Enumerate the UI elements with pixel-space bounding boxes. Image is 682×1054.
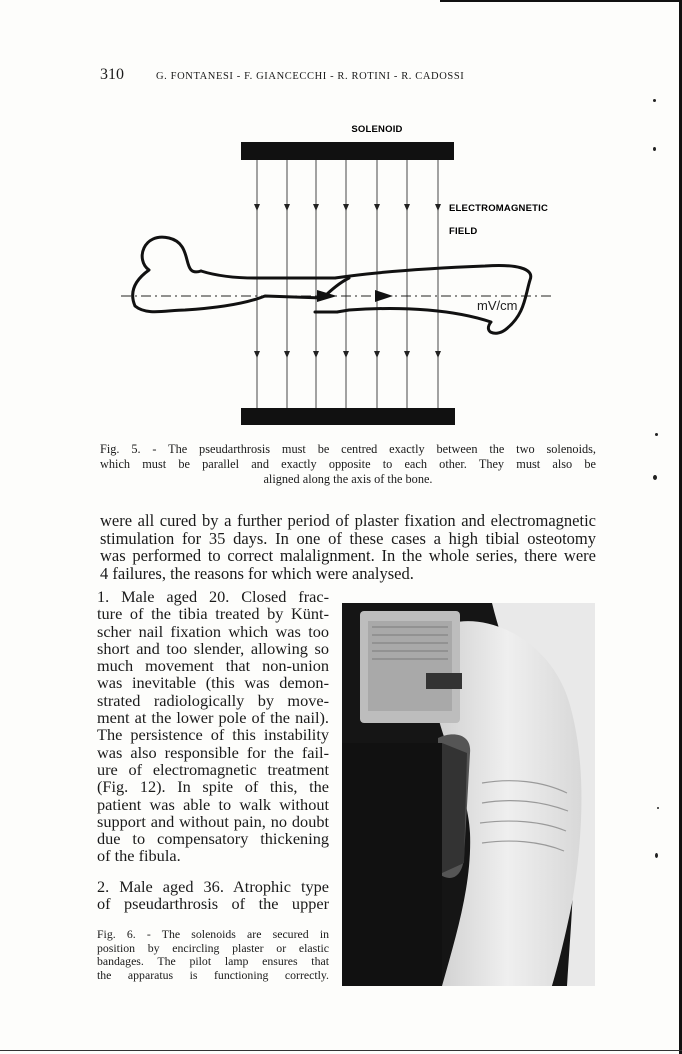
body-paragraph bbox=[100, 512, 596, 582]
scan-speck bbox=[653, 99, 656, 102]
running-head: G. FONTANESI - F. GIANCECCHI - R. ROTINI - R. CADOSSI bbox=[156, 71, 465, 82]
label-field: FIELD bbox=[449, 226, 478, 237]
body-line: was performed to correct malalignment. In the whole series, there were bbox=[100, 546, 596, 565]
body-line: stimulation for 35 days. In one of these cases a high tibial osteotomy bbox=[100, 528, 596, 548]
bottom-solenoid bbox=[241, 408, 455, 425]
scan-edge-top bbox=[440, 0, 682, 2]
body-line: 4 failures, the reasons for which were analysed. bbox=[100, 563, 414, 583]
case-column bbox=[97, 588, 329, 912]
case1-line: strated radiologically by move- bbox=[97, 690, 329, 710]
case2-line: 2. Male aged 36. Atrophic type bbox=[97, 876, 329, 896]
caption-line: bandages. The pilot lamp ensures that bbox=[97, 954, 329, 968]
case1-line: patient was able to walk without bbox=[97, 794, 329, 814]
case1-line: ment at the lower pole of the nail). bbox=[97, 708, 329, 728]
caption-line: position by encircling plaster or elastic bbox=[97, 940, 329, 955]
caption-line: the apparatus is functioning correctly. bbox=[97, 967, 329, 982]
case1-line: much movement that non-union bbox=[97, 656, 329, 676]
case1-line: 1. Male aged 20. Closed frac- bbox=[97, 587, 329, 606]
scan-speck bbox=[655, 853, 658, 858]
scan-speck bbox=[653, 475, 657, 480]
figure-6-photo bbox=[342, 603, 595, 986]
case1-line: (Fig. 12). In spite of this, the bbox=[97, 777, 329, 797]
scan-edge-bottom bbox=[0, 1050, 682, 1051]
figure-6-caption bbox=[97, 928, 329, 982]
caption-line: Fig. 6. - The solenoids are secured in bbox=[97, 927, 329, 941]
case1-line: scher nail fixation which was too bbox=[97, 621, 329, 641]
case1-line: was inevitable (this was demon- bbox=[97, 673, 329, 693]
label-mv-cm: mV/cm bbox=[477, 298, 518, 313]
case1-line: The persistence of this instability bbox=[97, 725, 329, 745]
figure-5-diagram bbox=[105, 110, 575, 435]
field-lines bbox=[257, 160, 438, 408]
case1-line: ture of the tibia treated by Künt- bbox=[97, 604, 329, 624]
case1-line: was also responsible for the fail- bbox=[97, 742, 329, 762]
scan-speck bbox=[657, 807, 659, 809]
case1-line: short and too slender, allowing so bbox=[97, 638, 329, 658]
scan-speck bbox=[653, 147, 656, 151]
top-solenoid bbox=[241, 142, 454, 160]
caption-line: Fig. 5. - The pseudarthrosis must be centred exactly between the two solenoids, bbox=[100, 442, 596, 456]
body-line: were all cured by a further period of plaster fixation and electromagnetic bbox=[100, 511, 596, 530]
scan-speck bbox=[655, 433, 658, 436]
case1-line: due to compensatory thickening bbox=[97, 829, 329, 849]
page-number: 310 bbox=[100, 66, 124, 83]
caption-line: which must be parallel and exactly opposite to each other. They must also be bbox=[100, 457, 596, 471]
figure-5-caption bbox=[100, 442, 596, 487]
case1-line: of the fibula. bbox=[97, 846, 181, 866]
label-electromagnetic: ELECTROMAGNETIC bbox=[449, 203, 549, 214]
caption-line: aligned along the axis of the bone. bbox=[263, 472, 433, 486]
case1-line: support and without pain, no doubt bbox=[97, 811, 329, 831]
field-arrows bbox=[254, 204, 441, 358]
photo-rendering bbox=[342, 603, 595, 986]
bone-outline bbox=[133, 237, 531, 333]
label-solenoid: SOLENOID bbox=[351, 124, 403, 135]
case2-line: of pseudarthrosis of the upper bbox=[97, 894, 329, 914]
case1-line: ure of electromagnetic treatment bbox=[97, 759, 329, 779]
